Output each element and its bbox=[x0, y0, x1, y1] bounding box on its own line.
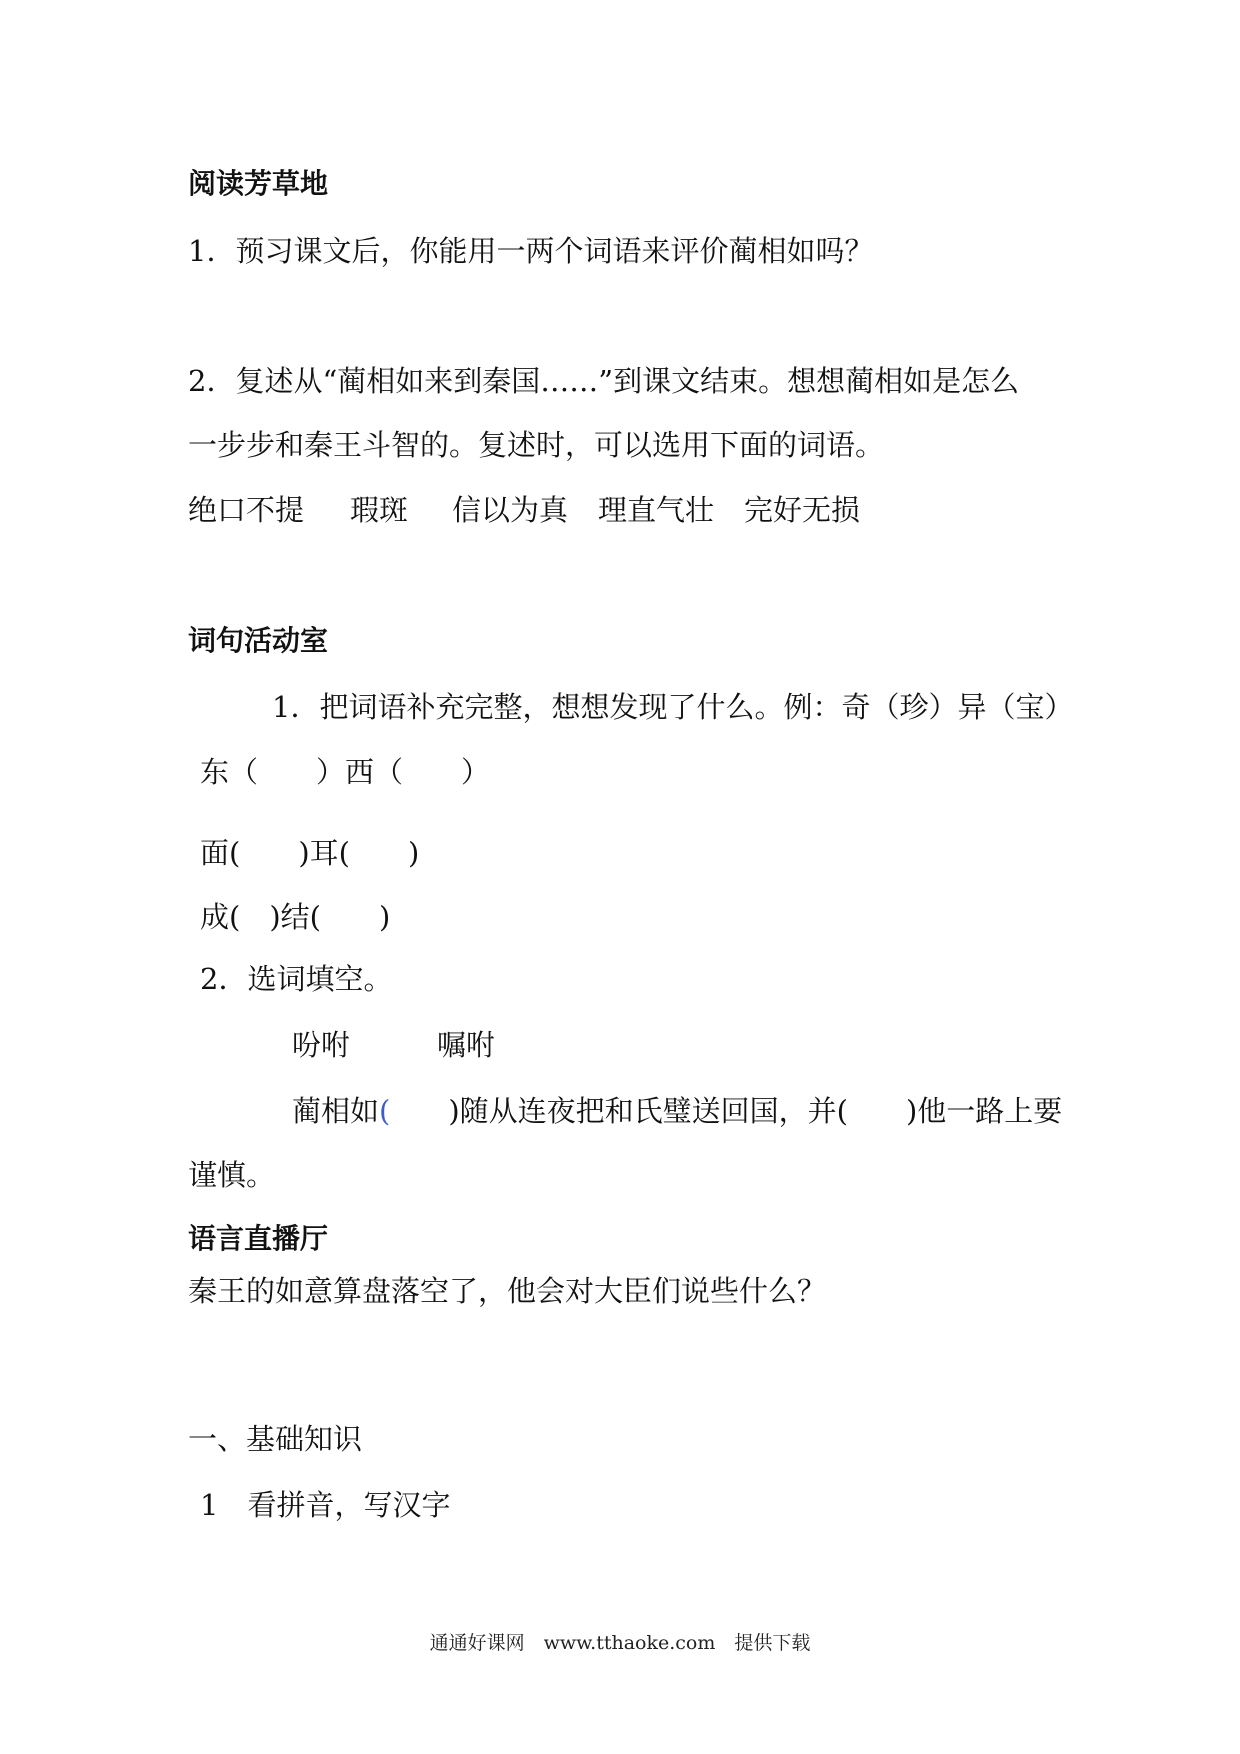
fill-sentence-line2: 谨慎。 bbox=[188, 1158, 276, 1192]
basics-item-1: 1 看拼音，写汉字 bbox=[200, 1488, 451, 1522]
section-heading-speaking: 语言直播厅 bbox=[188, 1222, 329, 1255]
word-bank-item: 完好无损 bbox=[744, 493, 861, 527]
word-bank-item: 理直气壮 bbox=[598, 493, 715, 527]
section-heading-reading: 阅读芳草地 bbox=[188, 167, 329, 200]
fill-question-2-text: 2．选词填空。 bbox=[200, 962, 393, 996]
question-2-text-line2: 一步步和秦王斗智的。复述时，可以选用下面的词语。 bbox=[188, 428, 885, 462]
fill-blank-line-2: 面( )耳( ) bbox=[200, 836, 420, 870]
word-choices: 吩咐 嘱咐 bbox=[292, 1028, 496, 1062]
word-bank-item: 瑕斑 bbox=[350, 493, 409, 527]
speaking-question-text: 秦王的如意算盘落空了，他会对大臣们说些什么？ bbox=[188, 1274, 827, 1308]
fill-blank-line-3: 成( )结( ) bbox=[200, 900, 391, 934]
fill-sentence-part2: )随从连夜把和氏璧送回国，并( )他一路上要 bbox=[448, 1094, 1063, 1128]
footer-source-note: 通通好课网 www.tthaoke.com 提供下载 bbox=[429, 1632, 811, 1654]
section-heading-words: 词句活动室 bbox=[188, 624, 329, 657]
question-2-text-line1: 2．复述从“蔺相如来到秦国……”到课文结束。想想蔺相如是怎么 bbox=[188, 364, 1020, 398]
question-1-text: 1．预习课文后，你能用一两个词语来评价蔺相如吗？ bbox=[188, 234, 874, 268]
fill-sentence-blank: ( bbox=[379, 1094, 449, 1128]
fill-question-1-text: 1．把词语补充完整，想想发现了什么。例：奇（珍）异（宝） bbox=[272, 690, 1074, 724]
fill-blank-line-1: 东（ ）西（ ） bbox=[200, 755, 491, 789]
word-bank-item: 信以为真 bbox=[452, 493, 569, 527]
word-bank-item: 绝口不提 bbox=[188, 493, 305, 527]
fill-sentence-part1: 蔺相如 bbox=[292, 1094, 380, 1128]
fill-sentence-line1 bbox=[292, 1092, 1062, 1130]
section-heading-basics: 一、基础知识 bbox=[188, 1422, 363, 1456]
